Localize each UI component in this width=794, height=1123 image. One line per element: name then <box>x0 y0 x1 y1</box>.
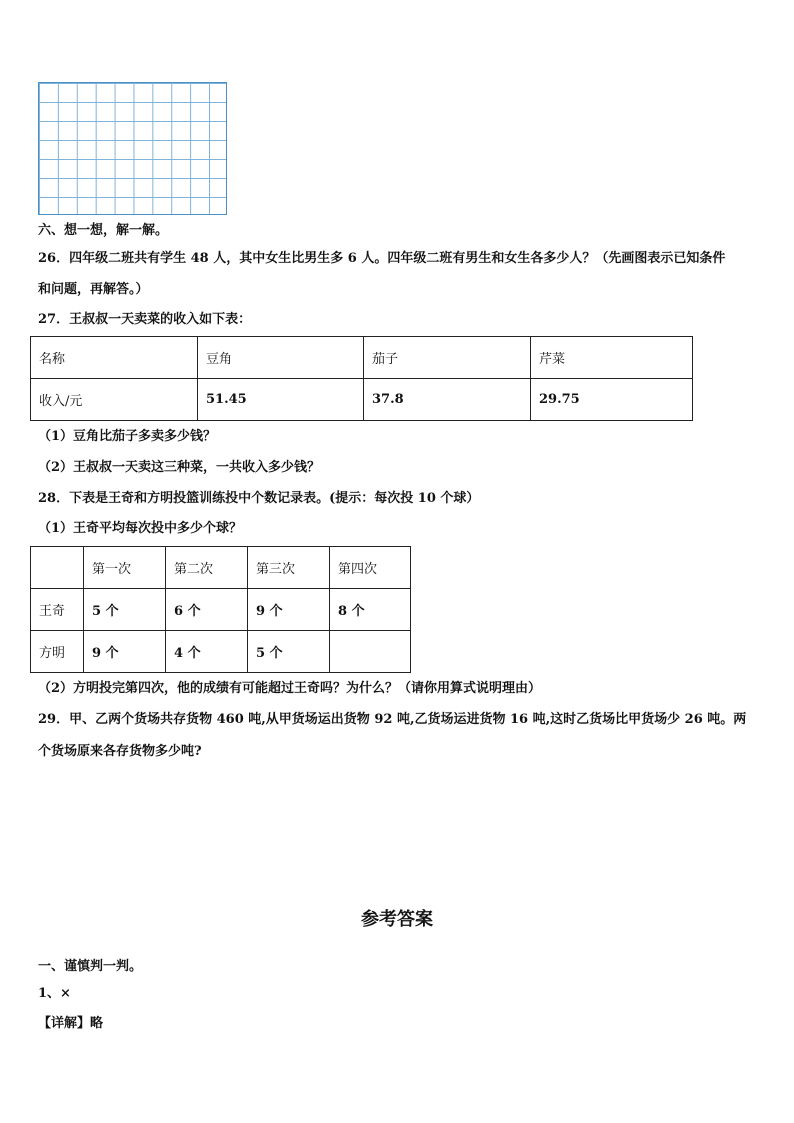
answer-1-detail: 【详解】略 <box>38 1016 104 1031</box>
table-row <box>31 631 411 673</box>
table-row <box>31 589 411 631</box>
table-cell: 收入/元 <box>31 379 198 421</box>
answers-title: 参考答案 <box>361 909 433 930</box>
table-cell: 第三次 <box>248 547 330 589</box>
answer-1: 1、× <box>38 986 71 1001</box>
table-cell: 9 个 <box>84 631 166 673</box>
answers-section-one: 一、谨慎判一判。 <box>38 959 143 974</box>
table-cell: 5 个 <box>84 589 166 631</box>
table-cell <box>31 547 84 589</box>
table-cell: 王奇 <box>31 589 84 631</box>
basketball-record-table <box>30 546 411 673</box>
q27-text: 27．王叔叔一天卖菜的收入如下表： <box>38 312 252 327</box>
table-cell: 名称 <box>31 337 198 379</box>
q28-sub1: （1）王奇平均每次投中多少个球？ <box>38 521 243 536</box>
table-row <box>31 337 693 379</box>
q29-line1: 29．甲、乙两个货场共存货物 460 吨,从甲货场运出货物 92 吨,乙货场运进货物 16 吨,这时乙货场比甲货场少 26 吨。两 <box>38 712 747 727</box>
vegetable-income-table <box>30 336 693 421</box>
section-six-heading: 六、想一想，解一解。 <box>38 223 169 238</box>
table-cell: 29.75 <box>531 379 693 421</box>
table-cell: 芹菜 <box>531 337 693 379</box>
table-cell: 5 个 <box>248 631 330 673</box>
table-cell: 豆角 <box>198 337 364 379</box>
q28-sub2: （2）方明投完第四次，他的成绩有可能超过王奇吗？为什么？（请你用算式说明理由） <box>38 681 542 696</box>
table-cell: 37.8 <box>364 379 531 421</box>
table-cell: 第一次 <box>84 547 166 589</box>
table-row <box>31 547 411 589</box>
table-cell: 6 个 <box>166 589 248 631</box>
table-cell: 4 个 <box>166 631 248 673</box>
table-cell: 茄子 <box>364 337 531 379</box>
q28-text: 28．下表是王奇和方明投篮训练投中个数记录表。(提示：每次投 10 个球） <box>38 491 480 506</box>
table-row <box>31 379 693 421</box>
table-cell <box>330 631 411 673</box>
q27-sub2: （2）王叔叔一天卖这三种菜，一共收入多少钱？ <box>38 460 321 475</box>
table-cell: 方明 <box>31 631 84 673</box>
table-cell: 51.45 <box>198 379 364 421</box>
grid-paper <box>38 82 227 215</box>
table-cell: 8 个 <box>330 589 411 631</box>
q29-line2: 个货场原来各存货物多少吨? <box>38 744 202 759</box>
table-cell: 第二次 <box>166 547 248 589</box>
q26-line1: 26．四年级二班共有学生 48 人，其中女生比男生多 6 人。四年级二班有男生和女生各多少人？（先画图表示已知条件 <box>38 251 726 266</box>
table-cell: 第四次 <box>330 547 411 589</box>
q27-sub1: （1）豆角比茄子多卖多少钱？ <box>38 429 217 444</box>
table-cell: 9 个 <box>248 589 330 631</box>
q26-line2: 和问题，再解答。） <box>38 282 149 297</box>
